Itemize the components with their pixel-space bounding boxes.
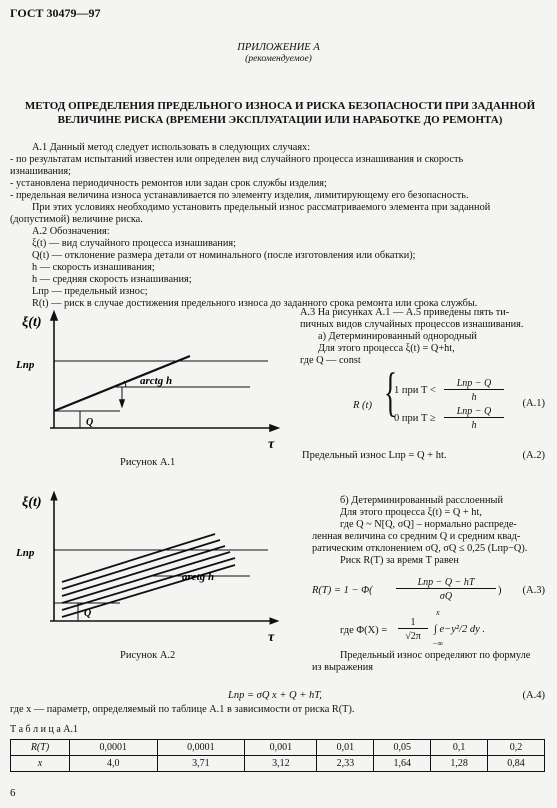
formula-a3-lhs: R(T) = 1 − Φ( xyxy=(312,585,373,596)
table-cell: 0,0001 xyxy=(70,740,158,756)
paragraph-line: где Q — const xyxy=(300,355,361,366)
fraction-num: Lпр − Q xyxy=(444,378,504,390)
formula-a1-lhs: R (t) xyxy=(353,400,372,411)
formula-case2: 0 при T ≥ xyxy=(394,413,436,424)
y-axis-label: ξ(t) xyxy=(22,315,42,330)
formula-case1: 1 при T < xyxy=(394,385,436,396)
paragraph-line: а) Детерминированный однородный xyxy=(318,331,477,342)
limit-label: Lпр xyxy=(16,547,35,559)
table-cell: 0,0001 xyxy=(157,740,245,756)
paragraph-line: где x — параметр, определяемый по таблице А.1 в зависимости от риска R(T). xyxy=(10,704,355,715)
paragraph-line: - по результатам испытаний известен или определен вид случайного процесса изнашивания и скорость xyxy=(10,154,464,165)
paragraph-line: Q(t) — отклонение размера детали от номинального (после изготовления или обкатки); xyxy=(32,250,416,261)
limit-formula: Предельный износ Lпр = Q + ht. xyxy=(302,450,447,461)
slope-label: arctg h xyxy=(182,571,215,583)
paragraph-line: б) Детерминированный расслоенный xyxy=(340,495,503,506)
y-axis-arrow-icon xyxy=(51,492,57,500)
integral-body: ∫ e−y²/2 dy . xyxy=(434,624,486,635)
table-cell: 3,71 xyxy=(157,756,245,772)
paragraph-line: ратическим отклонением σQ, σQ ≤ 0,25 (Lпр−Q). xyxy=(312,543,528,554)
page-number: 6 xyxy=(10,787,16,799)
y-axis-label: ξ(t) xyxy=(22,495,42,510)
paragraph-line: А.3 На рисунках А.1 — А.5 приведены пять ти- xyxy=(300,307,510,318)
y-axis-arrow-icon xyxy=(51,312,57,320)
formula-a4: Lпр = σQ x + Q + hT, xyxy=(228,690,322,701)
table-cell: 2,33 xyxy=(317,756,374,772)
q-label: Q xyxy=(84,608,92,619)
paragraph-line: изнашивания; xyxy=(10,166,72,177)
integral-lower: −∞ xyxy=(432,639,444,648)
equation-number: (А.4) xyxy=(522,690,545,701)
table-cell: 3,12 xyxy=(245,756,317,772)
fraction-den: σQ xyxy=(439,591,453,602)
appendix-subtitle: (рекомендуемое) xyxy=(245,54,312,64)
x-axis-label: τ xyxy=(268,630,275,645)
table-cell: 1,28 xyxy=(431,756,488,772)
table-cell: 4,0 xyxy=(70,756,158,772)
x-axis-arrow-icon xyxy=(270,618,278,624)
q-label: Q xyxy=(86,417,94,428)
paragraph-line: - установлена периодичность ремонтов или задан срок службы изделия; xyxy=(10,178,327,189)
slope-label: arctg h xyxy=(140,375,173,387)
limit-label: Lпр xyxy=(16,359,35,371)
table-cell: 0,05 xyxy=(374,740,431,756)
equation-number: (А.1) xyxy=(522,398,545,409)
fraction-den: h xyxy=(471,392,477,403)
paragraph-line: Для этого процесса ξ(t) = Q+ht, xyxy=(318,343,455,354)
x-axis-label: τ xyxy=(268,437,275,452)
figure-a2 xyxy=(10,486,300,646)
paragraph-line: h — средняя скорость изнашивания; xyxy=(32,274,192,285)
table-cell: 0,01 xyxy=(317,740,374,756)
paragraph-line: Для этого процесса ξ(t) = Q + ht, xyxy=(340,507,482,518)
phi-lhs: где Φ(X) = xyxy=(340,625,388,636)
table-row xyxy=(11,756,545,772)
paragraph-line: (допустимой) величине риска. xyxy=(10,214,143,225)
integral-upper: x xyxy=(436,608,440,617)
formula-a3-rhs: ) xyxy=(498,585,502,596)
paragraph-line: При этих условиях необходимо установить предельный износ рассматриваемого элемента при заданной xyxy=(32,202,491,213)
paragraph-line: - предельная величина износа устанавливается по элементу изделия, лимитирующему его безопасность. xyxy=(10,190,469,201)
section-title-line: ВЕЛИЧИНЕ РИСКА (ВРЕМЕНИ ЭКСПЛУАТАЦИИ ИЛИ НАРАБОТКЕ ДО РЕМОНТА) xyxy=(57,114,503,126)
paragraph-line: Предельный износ определяют по формуле xyxy=(340,650,531,661)
paragraph-line: где Q ~ N[Q, σQ] – нормально распреде- xyxy=(340,519,517,530)
figure-a1 xyxy=(10,308,300,453)
paragraph-line: h — скорость изнашивания; xyxy=(32,262,155,273)
risk-table xyxy=(10,739,545,772)
paragraph-line: ленная величина со средним Q и средним квад- xyxy=(312,531,521,542)
table-cell: 0,84 xyxy=(488,756,545,772)
fraction-num: Lпр − Q − hT xyxy=(396,577,496,589)
fraction-num: Lпр − Q xyxy=(444,406,504,418)
x-axis-arrow-icon xyxy=(270,425,278,431)
paragraph-line: А.2 Обозначения: xyxy=(32,226,110,237)
table-cell: x xyxy=(11,756,70,772)
table-title: Т а б л и ц а А.1 xyxy=(10,724,78,735)
equation-number: (А.2) xyxy=(522,450,545,461)
table-cell: 0,2 xyxy=(488,740,545,756)
fraction-den: h xyxy=(471,420,477,431)
paragraph-line: из выражения xyxy=(312,662,373,673)
paragraph-line: ξ(t) — вид случайного процесса изнашивания; xyxy=(32,238,236,249)
table-cell: 1,64 xyxy=(374,756,431,772)
fraction-num: 1 xyxy=(398,617,428,629)
table-cell: 0,1 xyxy=(431,740,488,756)
equation-number: (А.3) xyxy=(522,585,545,596)
paragraph-line: пичных видов случайных процессов изнашивания. xyxy=(300,319,524,330)
paragraph-line: Lпр — предельный износ; xyxy=(32,286,148,297)
paragraph-line: А.1 Данный метод следует использовать в следующих случаях: xyxy=(32,142,311,153)
section-title-line: МЕТОД ОПРЕДЕЛЕНИЯ ПРЕДЕЛЬНОГО ИЗНОСА И РИСКА БЕЗОПАСНОСТИ ПРИ ЗАДАННОЙ xyxy=(24,100,536,112)
figure-a2-caption: Рисунок А.2 xyxy=(120,650,176,661)
table-row xyxy=(11,740,545,756)
section-title xyxy=(20,99,540,127)
paragraph-line: Риск R(T) за время T равен xyxy=(340,555,459,566)
appendix-title: ПРИЛОЖЕНИЕ А xyxy=(237,42,320,53)
fraction-den: √2π xyxy=(405,631,421,642)
table-cell: 0,001 xyxy=(245,740,317,756)
figure-a1-caption: Рисунок А.1 xyxy=(120,457,176,468)
paragraph-line: R(t) — риск в случае достижения предельного износа до заданного срока ремонта или срока службы. xyxy=(32,298,478,309)
document-header: ГОСТ 30479—97 xyxy=(10,6,101,20)
table-cell: R(T) xyxy=(11,740,70,756)
brace-icon: { xyxy=(384,362,397,422)
